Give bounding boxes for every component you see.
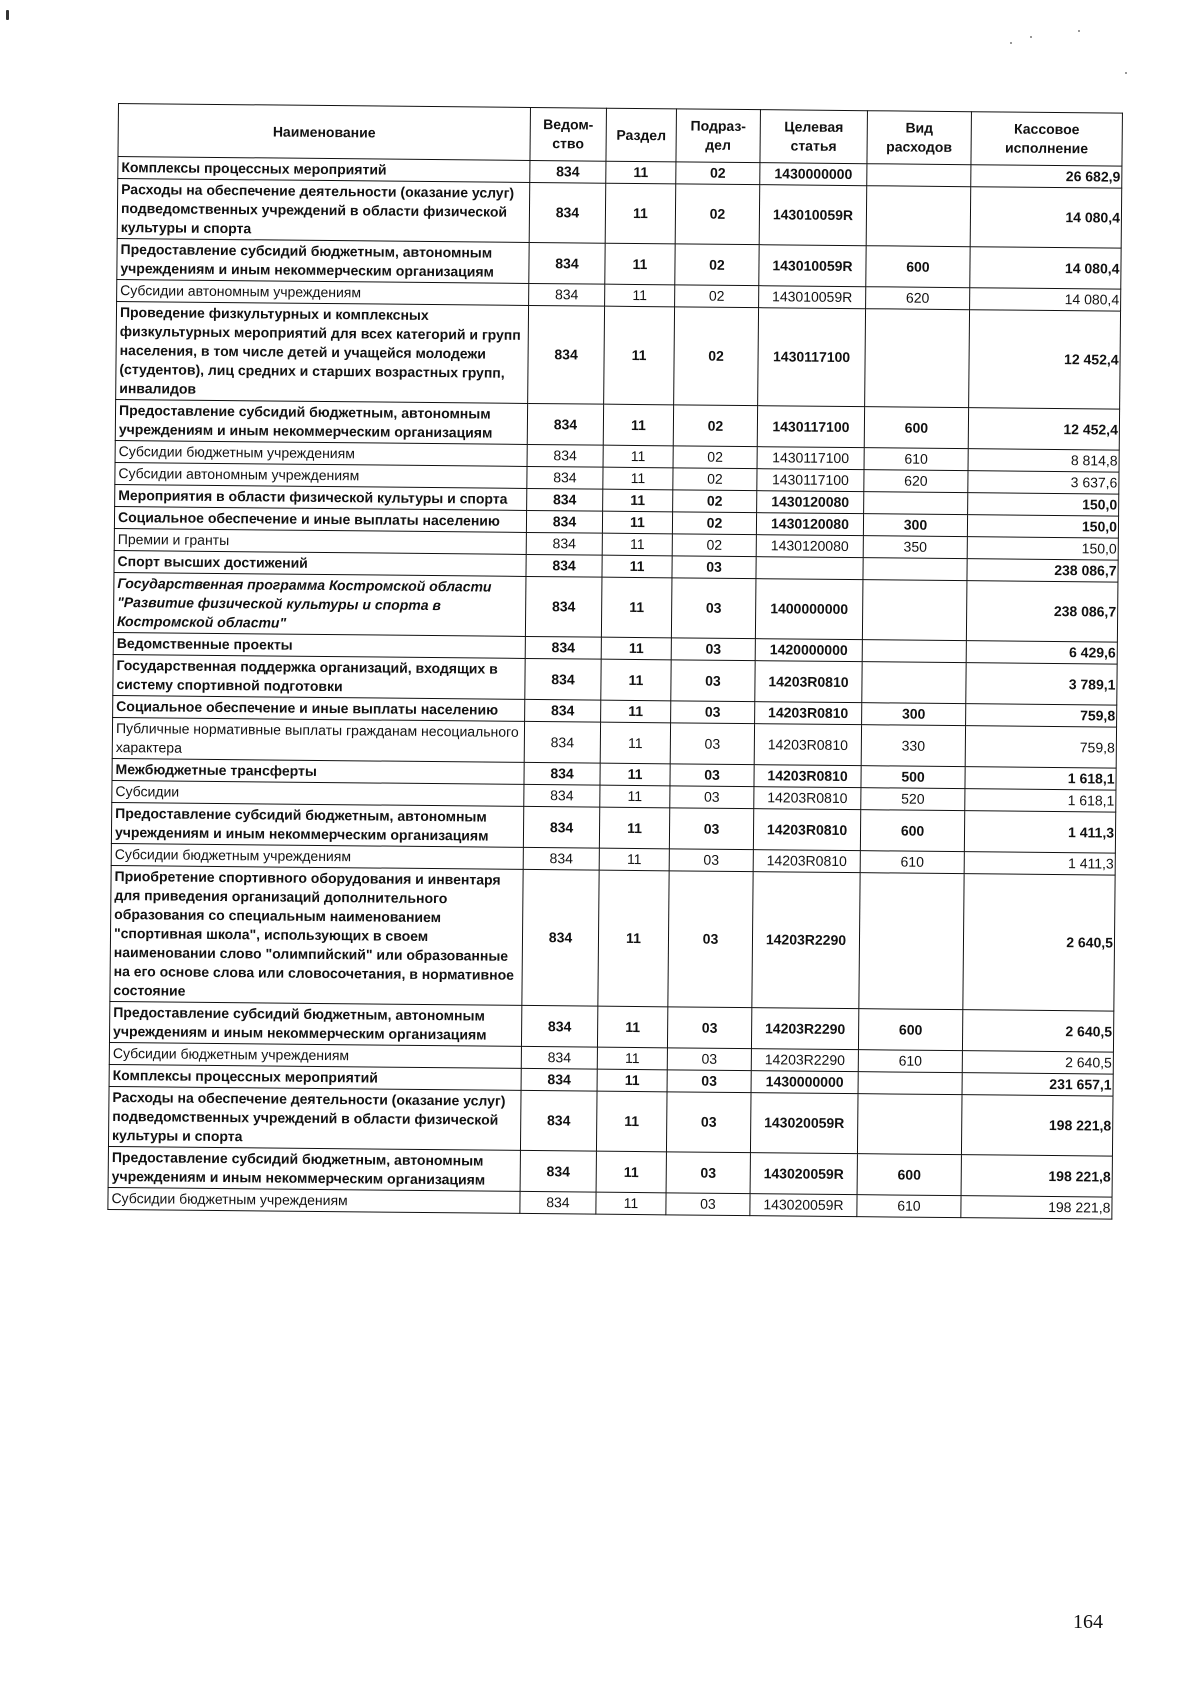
cell-podrazdel: 02 [676,162,760,185]
table-row [116,301,1121,409]
cell-kassovoe-ispolnenie: 150,0 [968,493,1119,516]
cell-name: Проведение физкультурных и комплексных физкультурных мероприятий для всех категорий и групп населения, в том числе детей и учащейся молодежи (студентов), лиц средних и старших возрастных групп, инвалидов [116,301,529,403]
cell-name: Субсидии автономным учреждениям [117,279,529,305]
cell-celevaya-statya: 1420000000 [755,639,862,662]
cell-celevaya-statya: 1430000000 [760,163,867,186]
cell-celevaya-statya: 143020059R [750,1153,857,1195]
cell-razdel: 11 [600,785,670,808]
cell-vedomstvo: 834 [523,847,599,870]
cell-razdel: 11 [603,445,673,468]
cell-vid-rashodov: 350 [863,536,967,559]
cell-celevaya-statya: 1430000000 [751,1071,858,1094]
cell-vedomstvo: 834 [527,466,603,489]
cell-podrazdel: 02 [675,285,759,308]
cell-vedomstvo: 834 [520,1150,596,1192]
cell-vedomstvo: 834 [522,869,599,1006]
cell-kassovoe-ispolnenie: 2 640,5 [962,1010,1113,1052]
cell-podrazdel: 02 [672,534,756,557]
cell-podrazdel: 02 [675,184,760,245]
cell-vid-rashodov [862,580,967,641]
cell-name: Субсидии автономным учреждениям [115,462,527,488]
cell-podrazdel: 02 [673,446,757,469]
cell-celevaya-statya: 143010059R [759,185,867,246]
cell-podrazdel: 03 [670,723,754,765]
cell-razdel: 11 [605,284,675,307]
cell-vid-rashodov [867,164,971,187]
cell-name: Субсидии [112,780,524,806]
header-celevaya-statya: Целевая статья [760,110,868,164]
cell-name: Предоставление субсидий бюджетным, автономным учреждениям и иным некоммерческим организациям [117,238,529,283]
cell-vedomstvo: 834 [527,444,603,467]
cell-razdel: 11 [603,404,673,446]
cell-podrazdel: 03 [666,1092,751,1153]
cell-kassovoe-ispolnenie: 1 618,1 [965,767,1116,790]
cell-celevaya-statya: 143020059R [750,1093,858,1154]
cell-kassovoe-ispolnenie: 1 411,3 [964,811,1115,853]
cell-vid-rashodov [863,558,967,581]
cell-vid-rashodov: 500 [861,766,965,789]
cell-kassovoe-ispolnenie: 2 640,5 [963,874,1115,1011]
cell-vedomstvo: 834 [530,160,606,183]
page-number: 164 [1073,1611,1103,1633]
cell-vedomstvo: 834 [524,784,600,807]
cell-vid-rashodov: 600 [860,810,964,852]
cell-celevaya-statya: 1430117100 [758,308,866,407]
cell-celevaya-statya: 14203R2290 [751,1049,858,1072]
cell-celevaya-statya: 14203R0810 [755,661,862,703]
cell-kassovoe-ispolnenie: 14 080,4 [970,187,1122,248]
cell-vedomstvo: 834 [520,1090,597,1151]
cell-podrazdel: 03 [671,701,755,724]
cell-kassovoe-ispolnenie: 14 080,4 [970,247,1121,289]
cell-kassovoe-ispolnenie: 26 682,9 [971,165,1122,188]
cell-podrazdel: 02 [674,307,759,406]
table-row [108,1086,1113,1156]
cell-vedomstvo: 834 [524,762,600,785]
cell-razdel: 11 [602,533,672,556]
cell-kassovoe-ispolnenie: 2 640,5 [962,1051,1113,1074]
cell-celevaya-statya: 14203R0810 [754,724,861,766]
header-name: Наименование [118,104,530,161]
cell-podrazdel: 03 [672,556,756,579]
cell-kassovoe-ispolnenie: 1 618,1 [965,789,1116,812]
cell-name: Спорт высших достижений [114,550,526,576]
cell-vid-rashodov: 610 [860,851,964,874]
cell-kassovoe-ispolnenie: 12 452,4 [969,310,1121,409]
cell-vedomstvo: 834 [527,403,603,445]
cell-podrazdel: 03 [670,786,754,809]
cell-razdel: 11 [597,1047,667,1070]
cell-celevaya-statya: 1430117100 [757,447,864,470]
cell-kassovoe-ispolnenie: 3 789,1 [966,663,1117,705]
cell-name: Мероприятия в области физической культуры и спорта [115,484,527,510]
cell-vid-rashodov: 600 [858,1009,962,1051]
cell-celevaya-statya: 143010059R [759,245,866,287]
cell-vedomstvo: 834 [523,806,599,848]
cell-vedomstvo: 834 [520,1191,596,1214]
cell-podrazdel: 02 [675,244,759,286]
cell-vid-rashodov: 330 [861,725,965,767]
table-body [108,157,1122,1220]
cell-podrazdel: 02 [673,490,757,513]
cell-name: Предоставление субсидий бюджетным, автономным учреждениям и иным некоммерческим организациям [111,802,523,847]
cell-kassovoe-ispolnenie: 198 221,8 [961,1155,1112,1197]
cell-celevaya-statya: 1430117100 [757,469,864,492]
cell-kassovoe-ispolnenie: 198 221,8 [961,1095,1113,1156]
cell-vid-rashodov: 520 [861,788,965,811]
cell-podrazdel: 02 [673,468,757,491]
cell-vedomstvo: 834 [526,554,602,577]
cell-vedomstvo: 834 [524,721,600,763]
cell-podrazdel: 03 [669,808,753,850]
cell-razdel: 11 [600,763,670,786]
cell-name: Ведомственные проекты [113,632,525,658]
cell-vid-rashodov: 610 [857,1195,961,1218]
cell-name: Комплексы процессных мероприятий [118,157,530,183]
cell-podrazdel: 03 [667,1048,751,1071]
cell-name: Предоставление субсидий бюджетным, автономным учреждениям и иным некоммерческим организациям [108,1146,520,1191]
cell-razdel: 11 [601,659,671,701]
cell-razdel: 11 [604,306,675,405]
cell-name: Государственная программа Костромской области "Развитие физической культуры и спорта в Костромской области" [113,572,526,636]
cell-vedomstvo: 834 [525,576,602,637]
cell-vedomstvo: 834 [521,1046,597,1069]
cell-name: Межбюджетные трансферты [112,758,524,784]
cell-vid-rashodov: 620 [866,287,970,310]
cell-razdel: 11 [605,243,675,285]
cell-celevaya-statya: 14203R0810 [754,765,861,788]
cell-name: Субсидии бюджетным учреждениям [108,1187,520,1213]
cell-razdel: 11 [596,1192,666,1215]
cell-vid-rashodov [862,640,966,663]
cell-celevaya-statya: 1430117100 [757,406,864,448]
cell-kassovoe-ispolnenie: 150,0 [967,537,1118,560]
cell-vedomstvo: 834 [525,658,601,700]
cell-podrazdel: 03 [669,849,753,872]
cell-vid-rashodov: 610 [864,448,968,471]
cell-podrazdel: 03 [666,1193,750,1216]
cell-vedomstvo: 834 [528,305,605,404]
cell-kassovoe-ispolnenie: 759,8 [966,704,1117,727]
cell-vid-rashodov [862,662,966,704]
cell-razdel: 11 [601,700,671,723]
cell-kassovoe-ispolnenie: 238 086,7 [967,559,1118,582]
cell-kassovoe-ispolnenie: 198 221,8 [961,1196,1112,1219]
cell-vid-rashodov [866,186,971,247]
cell-razdel: 11 [599,848,669,871]
header-vedomstvo: Ведом-ство [530,107,607,161]
cell-kassovoe-ispolnenie: 150,0 [967,515,1118,538]
cell-razdel: 11 [597,1069,667,1092]
header-podrazdel: Подраз-дел [676,109,761,163]
cell-kassovoe-ispolnenie: 14 080,4 [970,288,1121,311]
cell-celevaya-statya: 143020059R [750,1194,857,1217]
cell-vid-rashodov: 300 [863,514,967,537]
cell-kassovoe-ispolnenie: 759,8 [965,726,1116,768]
cell-name: Субсидии бюджетным учреждениям [111,843,523,869]
cell-name: Комплексы процессных мероприятий [109,1064,521,1090]
table-row [117,179,1122,249]
cell-razdel: 11 [601,577,672,638]
cell-podrazdel: 03 [670,764,754,787]
cell-name: Предоставление субсидий бюджетным, автономным учреждениям и иным некоммерческим организациям [109,1001,521,1046]
cell-kassovoe-ispolnenie: 6 429,6 [966,641,1117,664]
scan-speck [1030,36,1032,38]
cell-vid-rashodov [865,309,970,408]
header-razdel: Раздел [606,108,677,162]
cell-vid-rashodov: 620 [864,470,968,493]
cell-celevaya-statya: 14203R2290 [751,1008,858,1050]
cell-podrazdel: 03 [667,1007,751,1049]
cell-vedomstvo: 834 [521,1068,597,1091]
cell-celevaya-statya: 143010059R [759,286,866,309]
cell-podrazdel: 03 [671,660,755,702]
cell-name: Государственная поддержка организаций, входящих в систему спортивной подготовки [113,654,525,699]
scan-speck [1125,72,1127,74]
cell-celevaya-statya: 14203R0810 [753,809,860,851]
cell-kassovoe-ispolnenie: 238 086,7 [966,581,1118,642]
cell-vid-rashodov: 600 [857,1154,961,1196]
scan-speck [1010,42,1012,44]
cell-vedomstvo: 834 [529,283,605,306]
cell-vedomstvo: 834 [521,1005,597,1047]
cell-name: Расходы на обеспечение деятельности (оказание услуг) подведомственных учреждений в области физической культуры и спорта [117,179,530,243]
cell-podrazdel: 02 [672,512,756,535]
cell-celevaya-statya: 1400000000 [755,579,863,640]
cell-razdel: 11 [605,183,676,244]
table-row [113,572,1118,642]
cell-kassovoe-ispolnenie: 12 452,4 [968,408,1119,450]
cell-podrazdel: 03 [668,871,753,1008]
cell-vedomstvo: 834 [529,242,605,284]
cell-podrazdel: 02 [673,405,757,447]
cell-vid-rashodov [857,1094,962,1155]
cell-celevaya-statya: 14203R0810 [755,702,862,725]
cell-vedomstvo: 834 [526,510,602,533]
cell-celevaya-statya: 14203R2290 [752,872,860,1009]
cell-vid-rashodov [859,873,964,1010]
header-vid-rashodov: Вид расходов [867,111,972,165]
cell-razdel: 11 [596,1151,666,1193]
cell-vid-rashodov: 600 [866,246,970,288]
cell-vid-rashodov [864,492,968,515]
cell-razdel: 11 [600,722,670,764]
cell-vid-rashodov: 300 [862,703,966,726]
cell-name: Приобретение спортивного оборудования и инвентаря для приведения организаций дополнительного образования со специальным наименованием "спортивная школа", использующих в своем наименовании слово "олимпийский" или образованные на его основе слова или словосочетания, в нормативное состояние [110,865,523,1005]
cell-name: Социальное обеспечение и иные выплаты населению [113,695,525,721]
cell-podrazdel: 03 [671,638,755,661]
table-row [110,865,1115,1011]
cell-kassovoe-ispolnenie: 3 637,6 [968,471,1119,494]
cell-name: Социальное обеспечение и иные выплаты населению [114,506,526,532]
cell-razdel: 11 [606,161,676,184]
table-header-row [118,104,1122,167]
cell-kassovoe-ispolnenie: 231 657,1 [962,1073,1113,1096]
cell-razdel: 11 [603,489,673,512]
cell-kassovoe-ispolnenie: 1 411,3 [964,852,1115,875]
cell-celevaya-statya: 1430120080 [756,513,863,536]
cell-celevaya-statya: 1430120080 [756,535,863,558]
cell-kassovoe-ispolnenie: 8 814,8 [968,449,1119,472]
cell-vid-rashodov [858,1072,962,1095]
cell-name: Субсидии бюджетным учреждениям [109,1042,521,1068]
cell-razdel: 11 [598,870,669,1007]
cell-name: Публичные нормативные выплаты гражданам несоциального характера [112,717,524,762]
cell-vid-rashodov: 610 [858,1050,962,1073]
cell-vedomstvo: 834 [525,636,601,659]
cell-razdel: 11 [597,1006,667,1048]
cell-celevaya-statya [756,557,863,580]
scan-speck [1078,30,1080,32]
cell-razdel: 11 [603,467,673,490]
cell-razdel: 11 [602,511,672,534]
cell-podrazdel: 03 [667,1070,751,1093]
cell-podrazdel: 03 [666,1152,750,1194]
scan-artifact-mark [6,10,9,20]
cell-name: Расходы на обеспечение деятельности (оказание услуг) подведомственных учреждений в области физической культуры и спорта [108,1086,521,1150]
cell-name: Субсидии бюджетным учреждениям [115,440,527,466]
cell-name: Премии и гранты [114,528,526,554]
budget-execution-table [107,103,1123,1220]
cell-vedomstvo: 834 [525,699,601,722]
cell-razdel: 11 [602,555,672,578]
cell-razdel: 11 [599,807,669,849]
cell-name: Предоставление субсидий бюджетным, автономным учреждениям и иным некоммерческим организациям [115,399,527,444]
cell-celevaya-statya: 14203R0810 [754,787,861,810]
cell-vedomstvo: 834 [526,532,602,555]
cell-vedomstvo: 834 [529,182,606,243]
cell-razdel: 11 [596,1091,667,1152]
cell-vedomstvo: 834 [527,488,603,511]
cell-podrazdel: 03 [671,578,756,639]
cell-vid-rashodov: 600 [864,407,968,449]
cell-razdel: 11 [601,637,671,660]
cell-celevaya-statya: 14203R0810 [753,850,860,873]
cell-celevaya-statya: 1430120080 [757,491,864,514]
header-kassovoe-ispolnenie: Кассовое исполнение [971,112,1123,166]
